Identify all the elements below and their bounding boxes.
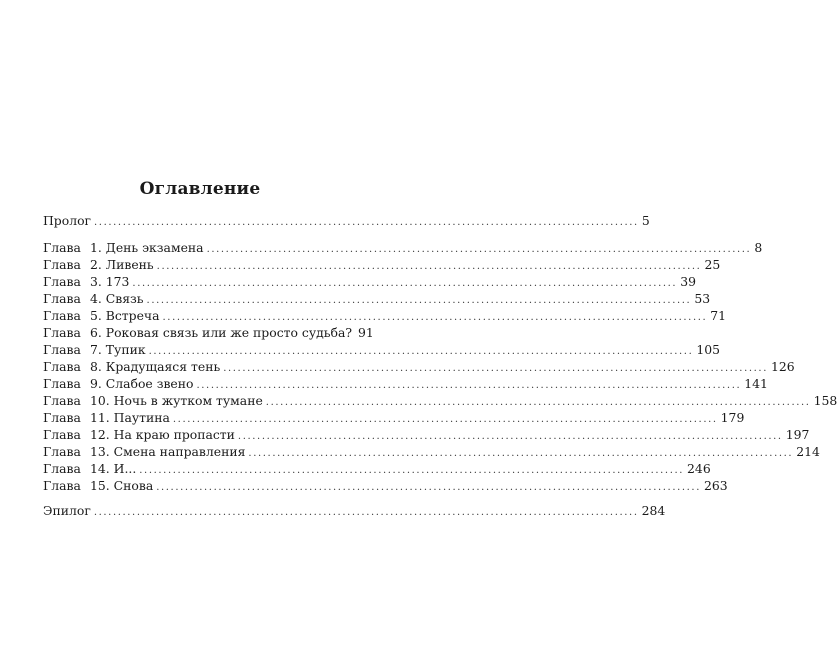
page-number: 91	[358, 325, 374, 340]
chapter-label: Глава	[43, 444, 81, 459]
toc-entry-chapter-13[interactable]	[43, 444, 820, 460]
page-number: 284	[641, 503, 666, 518]
toc-entry-chapter-15[interactable]	[43, 478, 728, 494]
page-number: 214	[796, 444, 820, 459]
page-title: Оглавление	[139, 179, 261, 199]
page-number: 197	[785, 427, 810, 442]
dot-leader: ..................................................................................................................	[156, 482, 701, 493]
toc-entry-chapter-7[interactable]	[43, 342, 721, 358]
entry-title: 12. На краю пропасти	[90, 427, 235, 442]
toc-entry-chapter-11[interactable]	[43, 410, 745, 426]
toc-entry-chapter-1[interactable]	[43, 240, 763, 256]
entry-title: 10. Ночь в жутком тумане	[90, 393, 263, 408]
toc-entry-chapter-8[interactable]	[43, 359, 795, 375]
entry-title: 5. Встреча	[90, 308, 160, 323]
entry-title: Эпилог	[43, 503, 91, 518]
entry-title: 8. Крадущаяся тень	[90, 359, 221, 374]
dot-leader: ..................................................................................................................	[148, 346, 694, 357]
page-number: 126	[770, 359, 795, 374]
page-number: 71	[710, 308, 727, 323]
page-number: 105	[696, 342, 721, 357]
dot-leader: ..................................................................................................................	[132, 278, 678, 289]
entry-title: 9. Слабое звено	[90, 376, 194, 391]
chapter-label: Глава	[43, 427, 81, 442]
chapter-label: Глава	[43, 342, 81, 357]
entry-title: 14. И...	[90, 461, 137, 476]
dot-leader: ..................................................................................................................	[223, 363, 768, 374]
chapter-label: Глава	[43, 257, 81, 272]
dot-leader: ..................................................................................................................	[248, 448, 794, 459]
page-number: 53	[694, 291, 711, 306]
dot-leader: ..................................................................................................................	[93, 507, 639, 518]
dot-leader: ..................................................................................................................	[237, 431, 783, 442]
entry-title: Пролог	[43, 213, 92, 228]
chapter-label: Глава	[43, 376, 81, 391]
toc-entry-chapter-6[interactable]	[43, 325, 374, 341]
dot-leader: ..................................................................................................................	[162, 312, 708, 323]
page-number: 5	[641, 213, 650, 228]
page-number: 263	[704, 478, 728, 493]
toc-entry-chapter-2[interactable]	[43, 257, 721, 273]
dot-leader: ..................................................................................................................	[139, 465, 685, 476]
toc-entry-chapter-14[interactable]	[43, 461, 711, 477]
entry-title: 7. Тупик	[90, 342, 146, 357]
chapter-label: Глава	[43, 359, 81, 374]
chapter-label: Глава	[43, 308, 81, 323]
page-number: 39	[680, 274, 696, 289]
page-number: 141	[744, 376, 768, 391]
toc-entry-chapter-10[interactable]	[43, 393, 837, 409]
chapter-label: Глава	[43, 410, 81, 425]
toc-entry-chapter-3[interactable]	[43, 274, 696, 290]
entry-title: 13. Смена направления	[90, 444, 246, 459]
toc-entry-chapter-4[interactable]	[43, 291, 711, 307]
chapter-label: Глава	[43, 325, 81, 340]
entry-title: 3. 173	[90, 274, 130, 289]
page-number: 25	[704, 257, 721, 272]
entry-title: 1. День экзамена	[90, 240, 204, 255]
toc-entry-chapter-9[interactable]	[43, 376, 768, 392]
toc-entry-epilogue[interactable]	[43, 503, 666, 519]
entry-title: 6. Роковая связь или же просто судьба?	[90, 325, 352, 340]
dot-leader: ..................................................................................................................	[156, 261, 702, 272]
page-number: 246	[687, 461, 711, 476]
entry-title: 2. Ливень	[90, 257, 154, 272]
page-number: 8	[754, 240, 763, 255]
page-number: 158	[813, 393, 837, 408]
chapter-label: Глава	[43, 240, 81, 255]
dot-leader: ..................................................................................................................	[265, 397, 811, 408]
dot-leader: ..................................................................................................................	[206, 244, 752, 255]
chapter-label: Глава	[43, 291, 81, 306]
page-number: 179	[720, 410, 745, 425]
entry-title: 4. Связь	[90, 291, 144, 306]
chapter-label: Глава	[43, 274, 81, 289]
toc-entry-prologue[interactable]	[43, 213, 650, 229]
entry-title: 11. Паутина	[90, 410, 170, 425]
toc-entry-chapter-12[interactable]	[43, 427, 810, 443]
chapter-label: Глава	[43, 461, 81, 476]
dot-leader: ..................................................................................................................	[94, 217, 639, 228]
chapter-label: Глава	[43, 478, 81, 493]
dot-leader: ..................................................................................................................	[172, 414, 718, 425]
dot-leader: ..................................................................................................................	[196, 380, 742, 391]
toc-entry-chapter-5[interactable]	[43, 308, 727, 324]
entry-title: 15. Снова	[90, 478, 154, 493]
dot-leader: ..................................................................................................................	[146, 295, 692, 306]
chapter-label: Глава	[43, 393, 81, 408]
